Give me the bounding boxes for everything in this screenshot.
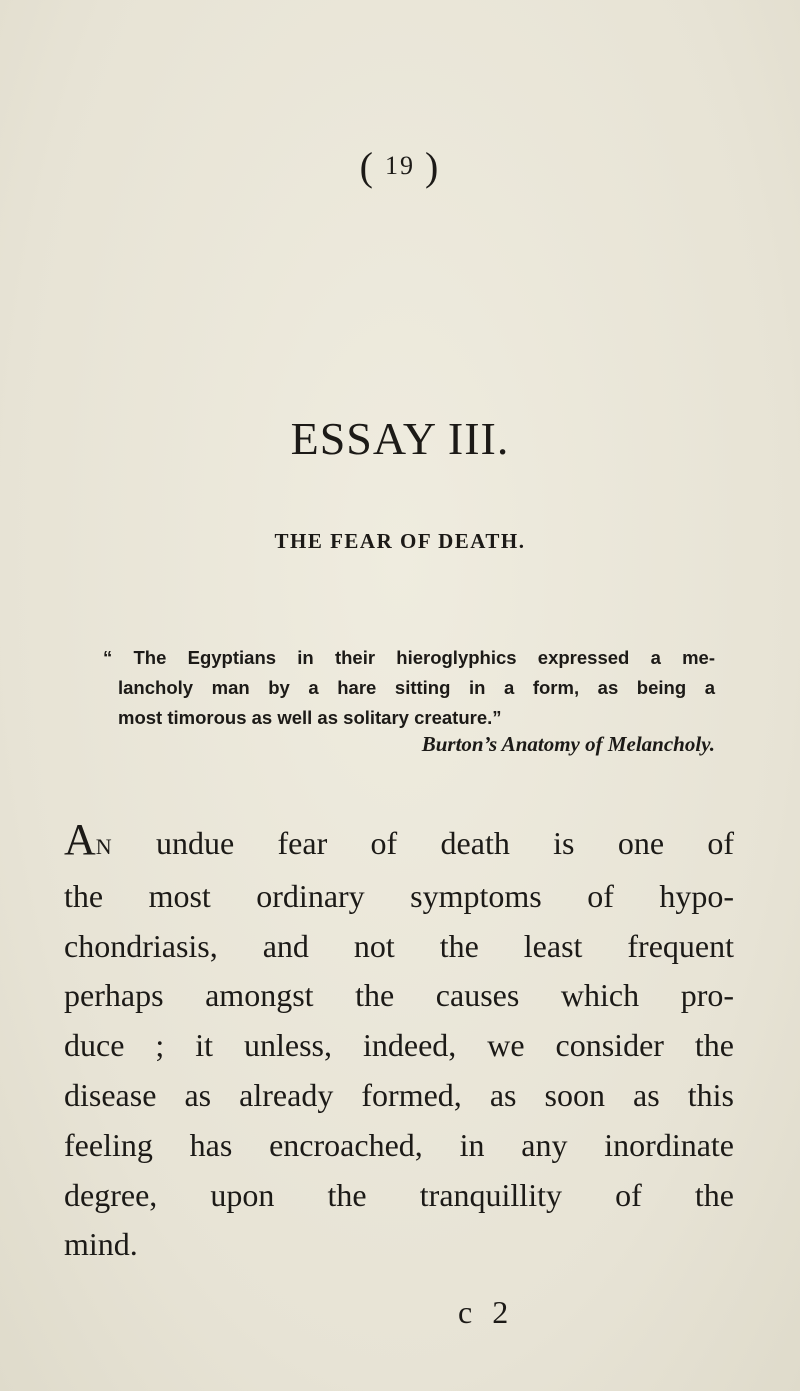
body-line: the most ordinary symptoms of hypo- [64,877,734,914]
body-line: degree, upon the tranquillity of the [64,1176,734,1213]
body-line: perhaps amongst the causes which pro- [64,977,734,1014]
body-line: feeling has encroached, in any inordinate [64,1126,734,1163]
first-line-text: undue fear of death is one of [112,825,734,861]
body-line-first [64,815,734,872]
page-number-close-paren: ) [425,144,441,189]
epigraph-line: most timorous as well as solitary creature.” [118,707,502,728]
essay-subtitle: THE FEAR OF DEATH. [274,529,526,553]
drop-capital: A [64,815,96,864]
body-line: mind. [64,1226,138,1263]
essay-title: ESSAY III. [290,413,510,464]
page-number [0,143,800,190]
small-caps: N [95,834,113,859]
page-number-value: 19 [385,151,415,180]
body-line: duce ; it unless, indeed, we consider the [64,1027,734,1064]
epigraph-line: lancholy man by a hare sitting in a form, as being a [118,677,715,698]
body-line: disease as already formed, as soon as this [64,1076,734,1113]
epigraph [103,643,715,733]
signature-mark: c 2 [458,1294,515,1330]
page-number-open-paren: ( [359,144,375,189]
body-line: chondriasis, and not the least frequent [64,927,734,964]
epigraph-attribution: Burton’s Anatomy of Melancholy. [421,732,715,756]
body-paragraph [64,815,734,1270]
epigraph-line: “ The Egyptians in their hieroglyphics expressed a me- [103,647,715,668]
